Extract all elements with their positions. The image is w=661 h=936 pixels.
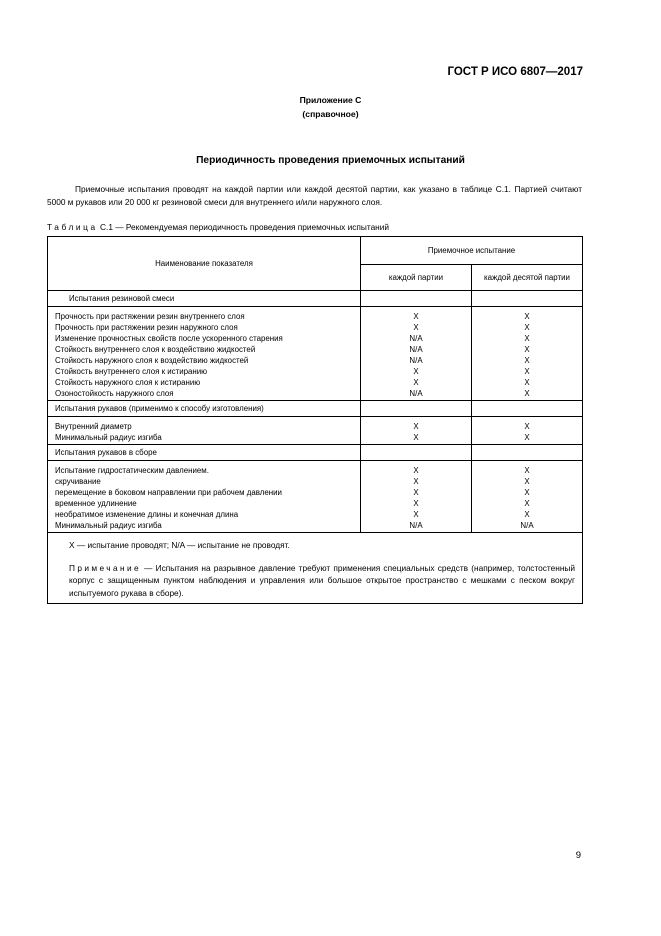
row-each-value: X: [361, 487, 472, 498]
table-row: [48, 432, 583, 445]
row-tenth-value: X: [472, 417, 583, 433]
table-row: [48, 307, 583, 323]
table-row: [48, 487, 583, 498]
column-header-tenth-batch: каждой десятой партии: [472, 265, 583, 291]
table-row: [48, 355, 583, 366]
annex-type: (справочное): [302, 109, 359, 119]
row-name: Озоностойкость наружного слоя: [55, 389, 174, 398]
section-title: Периодичность проведения приемочных испытаний: [196, 155, 465, 166]
row-tenth-value: X: [472, 461, 583, 477]
row-each-value: N/A: [361, 388, 472, 401]
row-name: Прочность при растяжении резин внутреннего слоя: [48, 307, 361, 323]
row-each-value: X: [361, 432, 472, 445]
row-tenth-value: X: [472, 432, 583, 445]
row-each-value: X: [361, 498, 472, 509]
row-name: Прочность при растяжении резин наружного слоя: [55, 323, 238, 332]
row-each-value: X: [361, 476, 472, 487]
table-row: [48, 366, 583, 377]
row-tenth-value: X: [472, 388, 583, 401]
row-name: скручивание: [55, 477, 101, 486]
annex-heading: [0, 93, 661, 121]
row-each-value: N/A: [361, 344, 472, 355]
table-row: [48, 520, 583, 533]
table-row: [48, 461, 583, 477]
intro-paragraph: Приемочные испытания проводят на каждой партии или каждой десятой партии, как указано в таблице С.1. Партией считают 5000 м рукавов или 20 000 кг резиновой смеси для внутреннего и/или наружного слоя.: [47, 184, 582, 207]
annex-title: Приложение С: [299, 95, 362, 105]
row-name: Минимальный радиус изгиба: [55, 521, 162, 530]
row-each-value: X: [361, 509, 472, 520]
acceptance-test-table: [47, 236, 583, 604]
section-each-blank: [361, 401, 472, 417]
table-caption-text: С.1 — Рекомендуемая периодичность проведения приемочных испытаний: [97, 222, 390, 232]
row-each-value: X: [361, 461, 472, 477]
section-each-blank: [361, 291, 472, 307]
row-each-value: N/A: [361, 355, 472, 366]
standard-code: ГОСТ Р ИСО 6807—2017: [447, 66, 583, 78]
row-each-value: N/A: [361, 520, 472, 533]
row-name: Стойкость внутреннего слоя к истиранию: [55, 367, 208, 376]
row-tenth-value: X: [472, 333, 583, 344]
row-name: временное удлинение: [55, 499, 137, 508]
table-row: [48, 498, 583, 509]
row-tenth-value: X: [472, 377, 583, 388]
row-tenth-value: X: [472, 344, 583, 355]
legend-text: X — испытание проводят; N/A — испытание не проводят.: [69, 540, 290, 550]
note-text: — Испытания на разрывное давление требуют применения специальных средств (например, толстостенный корпус с защищенным пунктом наблюдения и управления или большое открытое пространство с мешками с песком вокруг испытуемого рукава в сборе).: [69, 562, 575, 598]
row-name: Стойкость наружного слоя к истиранию: [55, 378, 201, 387]
column-header-name: Наименование показателя: [48, 237, 361, 291]
row-name: Минимальный радиус изгиба: [55, 433, 162, 442]
table-row: [48, 377, 583, 388]
table-body: [48, 291, 583, 604]
table-row: [48, 322, 583, 333]
row-tenth-value: N/A: [472, 520, 583, 533]
row-name: Испытание гидростатическим давлением.: [48, 461, 361, 477]
note-prefix: Примечание: [69, 562, 142, 573]
table-caption: [47, 222, 389, 232]
footnote-cell: [48, 533, 583, 604]
row-tenth-value: X: [472, 509, 583, 520]
section-row: [48, 291, 583, 307]
row-tenth-value: X: [472, 366, 583, 377]
footnote-row: [48, 533, 583, 604]
section-row: [48, 401, 583, 417]
page-number: 9: [575, 850, 581, 861]
row-tenth-value: X: [472, 355, 583, 366]
section-title-cell: Испытания резиновой смеси: [48, 291, 361, 307]
section-tenth-blank: [472, 445, 583, 461]
row-each-value: X: [361, 417, 472, 433]
row-name: Стойкость наружного слоя к воздействию жидкостей: [55, 356, 249, 365]
section-tenth-blank: [472, 401, 583, 417]
row-tenth-value: X: [472, 498, 583, 509]
row-tenth-value: X: [472, 487, 583, 498]
row-each-value: X: [361, 377, 472, 388]
row-name: необратимое изменение длины и конечная длина: [55, 510, 239, 519]
row-name: Внутренний диаметр: [48, 417, 361, 433]
row-tenth-value: X: [472, 307, 583, 323]
row-tenth-value: X: [472, 476, 583, 487]
table-container: [47, 236, 582, 604]
row-tenth-value: X: [472, 322, 583, 333]
row-name: Изменение прочностных свойств после ускоренного старения: [55, 334, 283, 343]
table-row: [48, 344, 583, 355]
row-name: Стойкость внутреннего слоя к воздействию жидкостей: [55, 345, 256, 354]
section-row: [48, 445, 583, 461]
table-row: [48, 388, 583, 401]
row-each-value: N/A: [361, 333, 472, 344]
table-row: [48, 509, 583, 520]
row-each-value: X: [361, 307, 472, 323]
section-each-blank: [361, 445, 472, 461]
table-row: [48, 333, 583, 344]
table-note: [69, 562, 575, 600]
table-row: [48, 476, 583, 487]
row-each-value: X: [361, 322, 472, 333]
column-header-each-batch: каждой партии: [361, 265, 472, 291]
table-row: [48, 417, 583, 433]
row-name: перемещение в боковом направлении при рабочем давлении: [55, 488, 282, 497]
section-title-cell: Испытания рукавов (применимо к способу изготовления): [48, 401, 361, 417]
section-tenth-blank: [472, 291, 583, 307]
section-title-cell: Испытания рукавов в сборе: [48, 445, 361, 461]
table-caption-prefix: Таблица: [47, 222, 98, 232]
column-header-group: Приемочное испытание: [361, 237, 583, 265]
row-each-value: X: [361, 366, 472, 377]
